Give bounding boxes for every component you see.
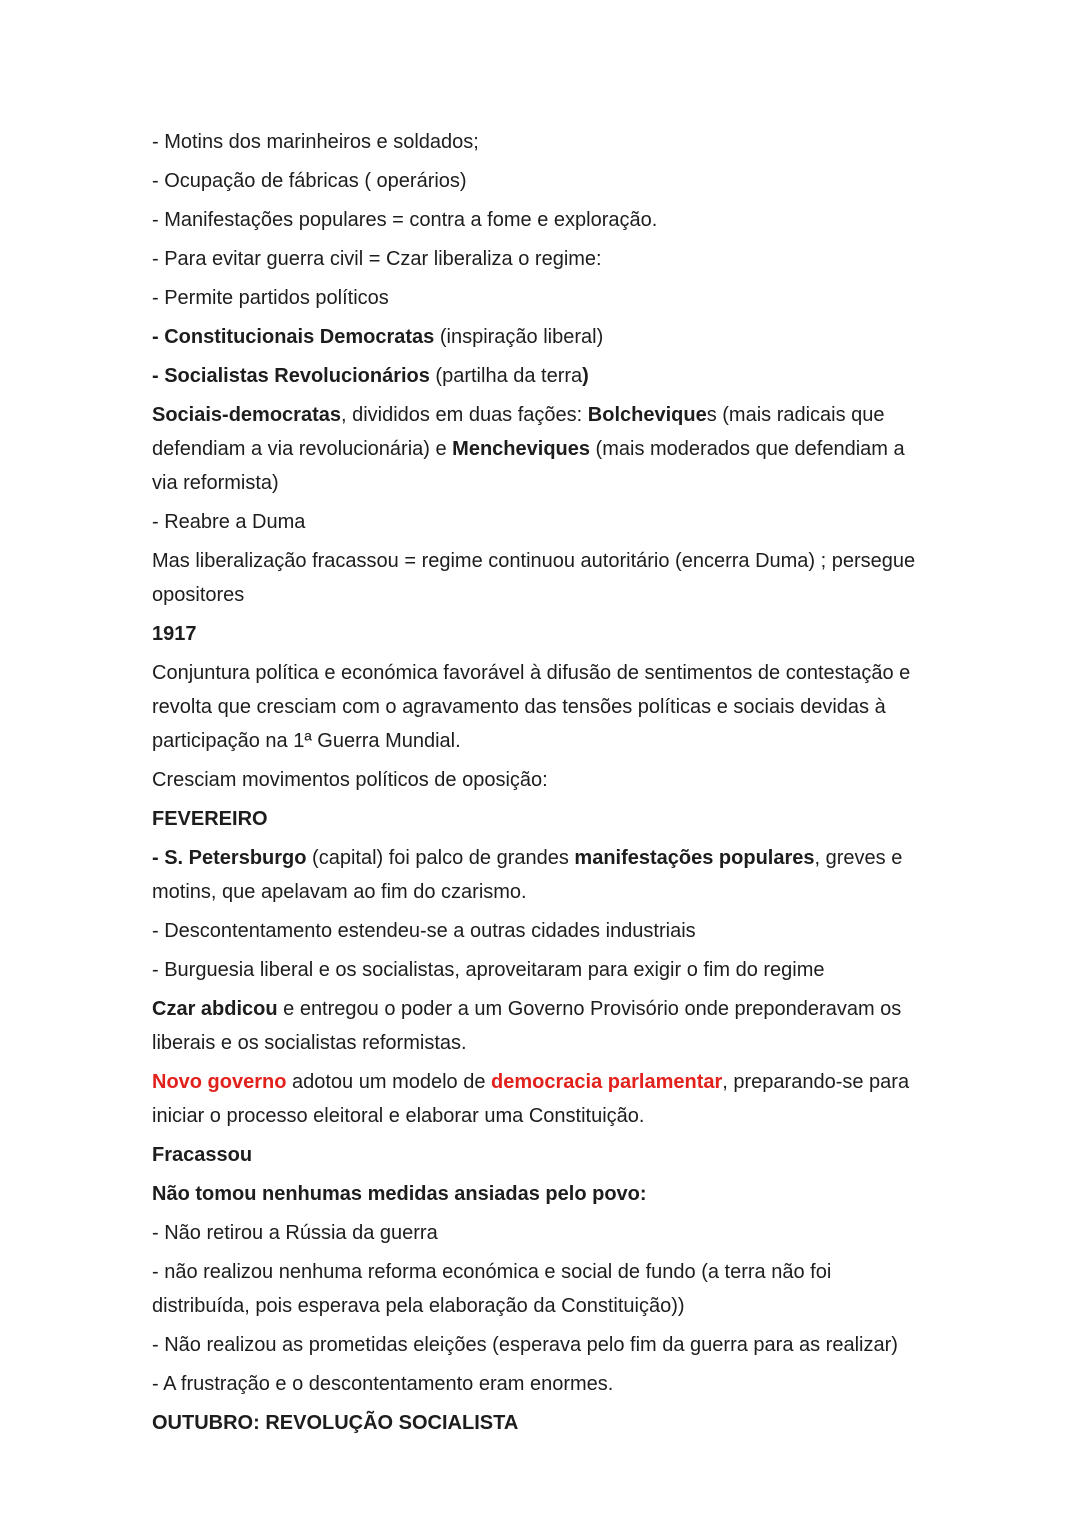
- text-run: Sociais-democratas: [152, 404, 341, 426]
- text-run: - Socialistas Revolucionários: [152, 365, 430, 387]
- text-run: e entregou o poder a um Governo Provisório onde preponderavam os liberais e os socialistas reformistas.: [152, 998, 902, 1054]
- text-run: , greves e motins, que apelavam ao fim do czarismo.: [152, 847, 903, 903]
- text-run: - Ocupação de fábricas ( operários): [152, 170, 467, 192]
- text-run: Não tomou nenhumas medidas ansiadas pelo povo:: [152, 1183, 647, 1205]
- text-run: (mais moderados que defendiam a via reformista): [152, 438, 905, 494]
- text-run: - Burguesia liberal e os socialistas, aproveitaram para exigir o fim do regime: [152, 959, 825, 981]
- text-run: OUTUBRO: REVOLUÇÃO SOCIALISTA: [152, 1412, 519, 1434]
- text-run: , preparando-se para iniciar o processo eleitoral e elaborar uma Constituição.: [152, 1071, 910, 1127]
- paragraph: [152, 281, 928, 315]
- paragraph: [152, 656, 928, 758]
- text-run: Mas liberalização fracassou = regime continuou autoritário (encerra Duma) ; persegue opositores: [152, 550, 916, 606]
- document-body: [152, 125, 928, 1440]
- paragraph: [152, 802, 928, 836]
- paragraph: [152, 125, 928, 159]
- text-run: - S. Petersburgo: [152, 847, 307, 869]
- text-run: FEVEREIRO: [152, 808, 268, 830]
- text-run: s (mais radicais que defendiam a via revolucionária) e: [152, 404, 885, 460]
- paragraph: [152, 398, 928, 500]
- paragraph: [152, 359, 928, 393]
- text-run: - Motins dos marinheiros e soldados;: [152, 131, 479, 153]
- paragraph: [152, 1177, 928, 1211]
- text-run: - Não realizou as prometidas eleições (esperava pelo fim da guerra para as realizar): [152, 1334, 898, 1356]
- text-run: - Manifestações populares = contra a fome e exploração.: [152, 209, 658, 231]
- text-run: - Descontentamento estendeu-se a outras cidades industriais: [152, 920, 696, 942]
- text-run: - A frustração e o descontentamento eram enormes.: [152, 1373, 614, 1395]
- paragraph: [152, 1367, 928, 1401]
- text-run: (partilha da terra: [429, 365, 583, 387]
- text-run: - Permite partidos políticos: [152, 287, 389, 309]
- paragraph: [152, 1216, 928, 1250]
- text-run: Cresciam movimentos políticos de oposição:: [152, 769, 548, 791]
- text-run: Mencheviques: [452, 438, 590, 460]
- paragraph: [152, 1328, 928, 1362]
- paragraph: [152, 203, 928, 237]
- text-run: , divididos em duas fações:: [340, 404, 588, 426]
- paragraph: [152, 164, 928, 198]
- text-run: Fracassou: [152, 1144, 253, 1166]
- paragraph: [152, 242, 928, 276]
- text-run: manifestações populares: [574, 847, 815, 869]
- paragraph: [152, 1406, 928, 1440]
- text-run: ): [582, 365, 589, 387]
- paragraph: [152, 617, 928, 651]
- text-run: - não realizou nenhuma reforma económica e social de fundo (a terra não foi distribuída, pois esperava pela elaboração da Constituição)): [152, 1261, 832, 1317]
- text-run: - Para evitar guerra civil = Czar liberaliza o regime:: [152, 248, 602, 270]
- paragraph: [152, 544, 928, 612]
- paragraph: [152, 505, 928, 539]
- paragraph: [152, 914, 928, 948]
- paragraph: [152, 1255, 928, 1323]
- text-run: adotou um modelo de: [286, 1071, 492, 1093]
- text-run: 1917: [152, 623, 197, 645]
- text-run: - Constitucionais Democratas: [152, 326, 435, 348]
- text-run: Bolchevique: [587, 404, 707, 426]
- paragraph: [152, 320, 928, 354]
- paragraph: [152, 1065, 928, 1133]
- text-run: (capital) foi palco de grandes: [306, 847, 575, 869]
- text-run: - Reabre a Duma: [152, 511, 306, 533]
- text-run: Conjuntura política e económica favorável à difusão de sentimentos de contestação e revolta que cresciam com o agravamento das tensões políticas e sociais devidas à participação na 1ª Guerra Mundial.: [152, 662, 911, 752]
- text-run: Czar abdicou: [152, 998, 278, 1020]
- text-run: (inspiração liberal): [434, 326, 604, 348]
- paragraph: [152, 1138, 928, 1172]
- text-run: - Não retirou a Rússia da guerra: [152, 1222, 438, 1244]
- paragraph: [152, 841, 928, 909]
- text-run: democracia parlamentar: [491, 1071, 723, 1093]
- paragraph: [152, 763, 928, 797]
- paragraph: [152, 992, 928, 1060]
- paragraph: [152, 953, 928, 987]
- text-run: Novo governo: [152, 1071, 287, 1093]
